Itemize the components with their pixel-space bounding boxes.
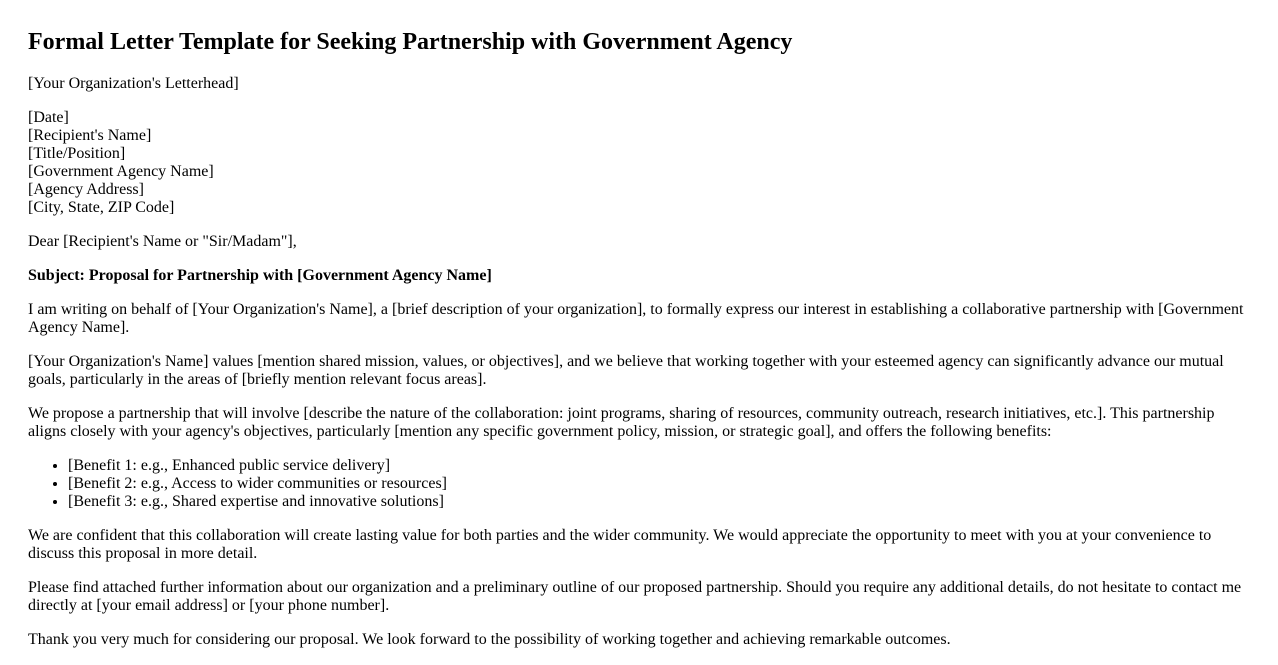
address-agency-name: [Government Agency Name]: [28, 163, 214, 180]
proposal-paragraph: We propose a partnership that will involve [describe the nature of the collaboration: joint programs, sharing of resources, community outreach, research initiatives, etc.]. This partnership aligns closely with your agency's objectives, particularly [mention any specific government policy, mission, or strategic goal], and offers the following benefits:: [28, 405, 1215, 440]
salutation: Dear [Recipient's Name or "Sir/Madam"],: [28, 233, 297, 250]
address-recipient-name: [Recipient's Name]: [28, 127, 152, 144]
address-city-state-zip: [City, State, ZIP Code]: [28, 199, 175, 216]
address-agency-address: [Agency Address]: [28, 181, 144, 198]
benefit-item: • [Benefit 2: e.g., Access to wider communities or resources]: [68, 475, 1250, 493]
letterhead: [Your Organization's Letterhead]: [28, 75, 239, 92]
benefit-item: • [Benefit 3: e.g., Shared expertise and innovative solutions]: [68, 493, 1250, 511]
thank-you-paragraph: Thank you very much for considering our proposal. We look forward to the possibility of working together and achieving remarkable outcomes.: [28, 631, 951, 648]
address-title-position: [Title/Position]: [28, 145, 126, 162]
benefits-list: [28, 457, 1250, 511]
subject-line: Subject: Proposal for Partnership with [Government Agency Name]: [28, 267, 492, 284]
address-block: [28, 109, 1250, 217]
attachment-paragraph: Please find attached further information about our organization and a preliminary outline of our proposed partnership. Should you require any additional details, do not hesitate to contact me directly at [your email address] or [your phone number].: [28, 579, 1242, 614]
letter-body: [28, 75, 1250, 665]
confidence-paragraph: We are confident that this collaboration will create lasting value for both parties and the wider community. We would appreciate the opportunity to meet with you at your convenience to discuss this proposal in more detail.: [28, 527, 1212, 562]
values-paragraph: [Your Organization's Name] values [mention shared mission, values, or objectives], and we believe that working together with your esteemed agency can significantly advance our mutual goals, particularly in the areas of [briefly mention relevant focus areas].: [28, 353, 1224, 388]
intro-paragraph: I am writing on behalf of [Your Organization's Name], a [brief description of your organization], to formally express our interest in establishing a collaborative partnership with [Government Agency Name].: [28, 301, 1244, 336]
address-date: [Date]: [28, 109, 69, 126]
benefit-item: • [Benefit 1: e.g., Enhanced public service delivery]: [68, 457, 1250, 475]
page-title: Formal Letter Template for Seeking Partnership with Government Agency: [28, 29, 793, 55]
